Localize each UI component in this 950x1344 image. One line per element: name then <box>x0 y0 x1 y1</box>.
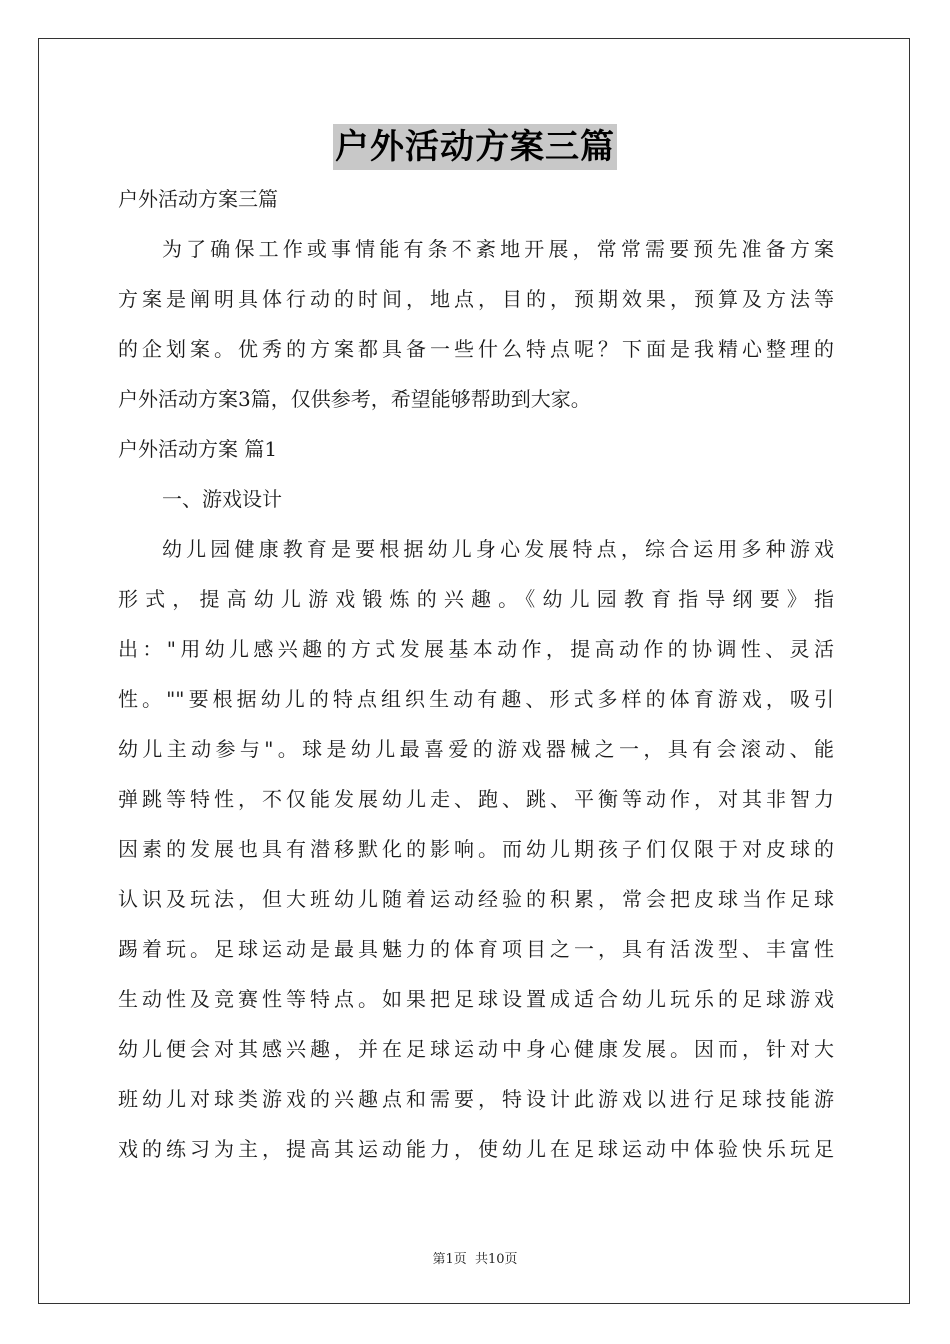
body-line-11: 幼儿便会对其感兴趣，并在足球运动中身心健康发展。因而，针对大 <box>118 1037 834 1061</box>
title-container <box>0 124 950 170</box>
document-subtitle: 户外活动方案三篇 <box>118 187 278 211</box>
body-line-6: 弹跳等特性，不仅能发展幼儿走、跑、跳、平衡等动作，对其非智力 <box>118 787 834 811</box>
body-line-3: 出："用幼儿感兴趣的方式发展基本动作，提高动作的协调性、灵活 <box>118 637 834 661</box>
body-line-5: 幼儿主动参与"。球是幼儿最喜爱的游戏器械之一，具有会滚动、能 <box>118 737 834 761</box>
body-line-13: 戏的练习为主，提高其运动能力，使幼儿在足球运动中体验快乐玩足 <box>118 1137 834 1161</box>
subheading: 一、游戏设计 <box>162 487 282 511</box>
page-total: 共10页 <box>474 1252 518 1267</box>
body-line-4: 性。""要根据幼儿的特点组织生动有趣、形式多样的体育游戏，吸引 <box>118 687 834 711</box>
body-line-10: 生动性及竞赛性等特点。如果把足球设置成适合幼儿玩乐的足球游戏 <box>118 987 834 1011</box>
body-line-7: 因素的发展也具有潜移默化的影响。而幼儿期孩子们仅限于对皮球的 <box>118 837 834 861</box>
intro-line-4: 户外活动方案3篇，仅供参考，希望能够帮助到大家。 <box>118 387 591 411</box>
section-heading: 户外活动方案 篇1 <box>118 437 278 461</box>
intro-line-2: 方案是阐明具体行动的时间，地点，目的，预期效果，预算及方法等 <box>118 287 834 311</box>
page-footer <box>0 1248 950 1267</box>
page-border <box>38 38 910 1304</box>
intro-line-3: 的企划案。优秀的方案都具备一些什么特点呢？下面是我精心整理的 <box>118 337 834 361</box>
page-number: 第1页 <box>432 1252 467 1267</box>
body-line-8: 认识及玩法，但大班幼儿随着运动经验的积累，常会把皮球当作足球 <box>118 887 834 911</box>
body-line-1: 幼儿园健康教育是要根据幼儿身心发展特点，综合运用多种游戏 <box>162 537 834 561</box>
intro-line-1: 为了确保工作或事情能有条不紊地开展，常常需要预先准备方案 <box>162 237 834 261</box>
document-title: 户外活动方案三篇 <box>333 124 617 170</box>
body-line-12: 班幼儿对球类游戏的兴趣点和需要，特设计此游戏以进行足球技能游 <box>118 1087 834 1111</box>
body-line-9: 踢着玩。足球运动是最具魅力的体育项目之一，具有活泼型、丰富性 <box>118 937 834 961</box>
body-line-2: 形式，提高幼儿游戏锻炼的兴趣。《幼儿园教育指导纲要》指 <box>118 587 834 611</box>
